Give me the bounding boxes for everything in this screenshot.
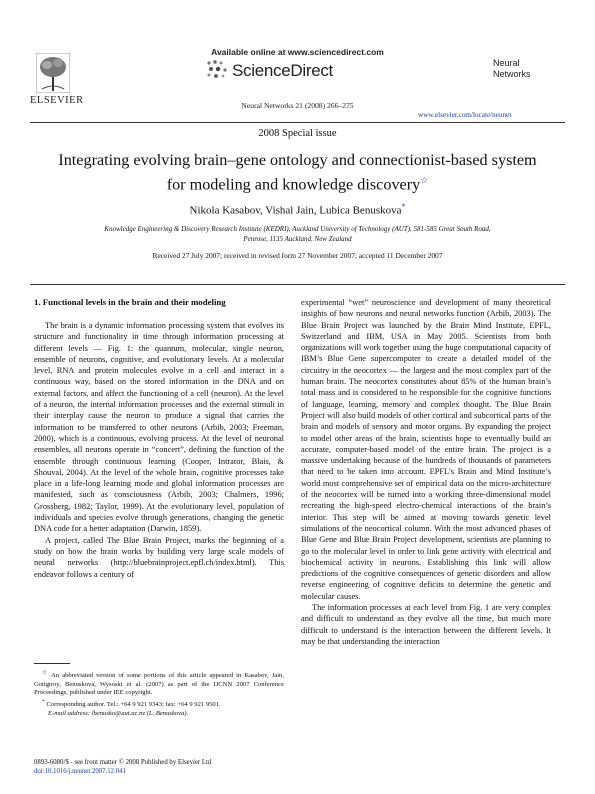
affiliation-line2: Penrose, 1135 Auckland, New Zealand (243, 235, 352, 243)
section-heading: 1. Functional levels in the brain and their modeling (34, 297, 226, 307)
journal-logo-line2: Networks (493, 69, 531, 79)
authors: Nikola Kasabov, Vishal Jain, Lubica Benuskova (189, 204, 402, 217)
left-paragraph-1: The brain is a dynamic information processing system that evolves its structure and functionality in time through information processing at different levels — Fig. 1: the quantum, molecular, single neuron, ensemble of neurons, cognitive, and evolutionary levels. At a molecular level, RNA and protein molecules evolve in a cell and interact in a continuous way, based on the stored information in the DNA and on external factors, and affect the functioning of a cell (neuron). At the level of a neuron, the internal information processes and the external stimuli in their interplay cause the neuron to produce a signal that carries the information to be transferred to other neurons (Arbib, 2003; Freeman, 2000), which is a continuous, evolving process. At the level of neuronal ensembles, all neurons operate in “concert”, defining the function of the ensemble through continuous learning (Cooper, Intrator, Blais, & Shouval, 2004). At the level of the whole brain, cognitive processes take place in a life-long learning mode and global information processes are manifested, such as consciousness (Arbib, 2003; Chalmers, 1996; Grossberg, 1982; Taylor, 1999). At the evolutionary level, population of individuals and species evolve through generations, changing the genetic DNA code for a better adaptation (Darwin, 1859). (34, 321, 284, 534)
special-issue-label: 2008 Special issue (258, 128, 337, 139)
author-footnote-mark[interactable]: * (401, 202, 406, 211)
affiliation-line1: Knowledge Engineering & Discovery Research Institute (KEDRI), Auckland University of Technology (AUT), 581-585 Great South Road, (104, 225, 491, 233)
footer-copyright: 0893-6080/$ - see front matter © 2008 Published by Elsevier Ltd (34, 759, 212, 766)
sciencedirect-logo: ScienceDirect (232, 61, 333, 80)
authors-line (0, 202, 595, 217)
journal-url-link[interactable]: www.elsevier.com/locate/neunet (418, 111, 512, 119)
right-paragraph-2: The information processes at each level from Fig. 1 are very complex and difficult to understand as they evolve all the time, but much more difficult to understand is the interaction between the different levels. It may be that understanding the interaction (301, 603, 551, 646)
right-column (301, 297, 551, 647)
footnote-1: An abbreviated version of some portions of this article appeared in Kasabov, Jain, Gottgtroy, Benuskova, Wysoski et al. (2007) as part of the IJCNN 2007 Conference Proceedings, published under IEE copyright. (34, 672, 284, 697)
title-line2: for modeling and knowledge discovery (166, 175, 421, 194)
footnote-1-mark: ☆ (42, 670, 49, 676)
sciencedirect-dots-icon (205, 59, 231, 81)
footnote-2-mark: * (42, 698, 45, 705)
available-online-text: Available online at www.sciencedirect.com (211, 47, 384, 57)
footnotes (34, 669, 284, 718)
title-line1: Integrating evolving brain–gene ontology and connectionist-based system (58, 151, 537, 169)
header-rule (30, 122, 565, 123)
left-column (34, 297, 284, 580)
journal-logo (493, 58, 531, 80)
elsevier-tree-icon (36, 53, 70, 93)
journal-logo-line1: Neural (493, 58, 520, 68)
article-title (0, 150, 595, 194)
footnote-2: Corresponding author. Tel.: +64 9 921 9343; fax: +64 9 921 9501. (46, 701, 221, 709)
footnote-rule (34, 663, 70, 664)
affiliation (40, 224, 555, 244)
page-footer (34, 759, 211, 777)
received-dates: Received 27 July 2007; received in revised form 27 November 2007; accepted 11 December 2007 (152, 251, 443, 260)
footnote-3: E-mail address: lbenusko@aut.ac.nz (L. Benuskova). (48, 709, 189, 717)
publisher-name: ELSEVIER (30, 95, 84, 106)
doi-link[interactable]: doi:10.1016/j.neunet.2007.12.041 (34, 767, 126, 775)
left-paragraph-2: A project, called The Blue Brain Project, marks the beginning of a study on how the brain works by building very large scale models of neural networks (http://bluebrainproject.epfl.ch/index.html). This endeavor follows a century of (34, 535, 284, 579)
right-paragraph-1: experimental “wet” neuroscience and development of many theoretical insights of how neurons and neural networks function (Arbib, 2003). The Blue Brain Project was launched by the Brain Mind Institute, EPFL, Switzerland and IBM, USA in May 2005. Scientists from both organizations will work together using the huge computational capacity of IBM’s Blue Gene supercomputer to create a detailed model of the circuitry in the neocortex — the largest and the most complex part of the human brain. The neocortex constitutes about 85% of the human brain’s total mass and is considered to be responsible for the cognitive functions of language, learning, memory and complex thought. The Blue Brain Project will also build models of other cortical and subcortical parts of the brain and models of sensory and motor organs. By expanding the project to model other areas of the brain, scientists hope to eventually build an accurate, computer-based model of the entire brain. The project is a massive undertaking because of the hundreds of thousands of parameters that need to be taken into account. EPFL’s Brain and Mind Institute’s world most comprehensive set of empirical data on the micro-architecture of the neocortex will be turned into a working three-dimensional model recreating the high-speed electro-chemical interactions of the brain’s interior. This step will be aimed at moving towards genetic level simulations of the neocortical column. With the most advanced phases of Blue Gene and Blue Brain Project development, scientists are planning to go to the molecular level in order to link gene activity with electrical and biochemical activity in neurons. Establishing this link will allow predictions of the cognitive consequences of genetic disorders and allow reverse engineering of cognitive deficits to determine the genetic and molecular causes. (301, 298, 551, 601)
journal-citation: Neural Networks 21 (2008) 266–275 (241, 101, 354, 110)
title-footnote-mark[interactable]: ☆ (420, 175, 429, 185)
body-rule (30, 284, 565, 285)
